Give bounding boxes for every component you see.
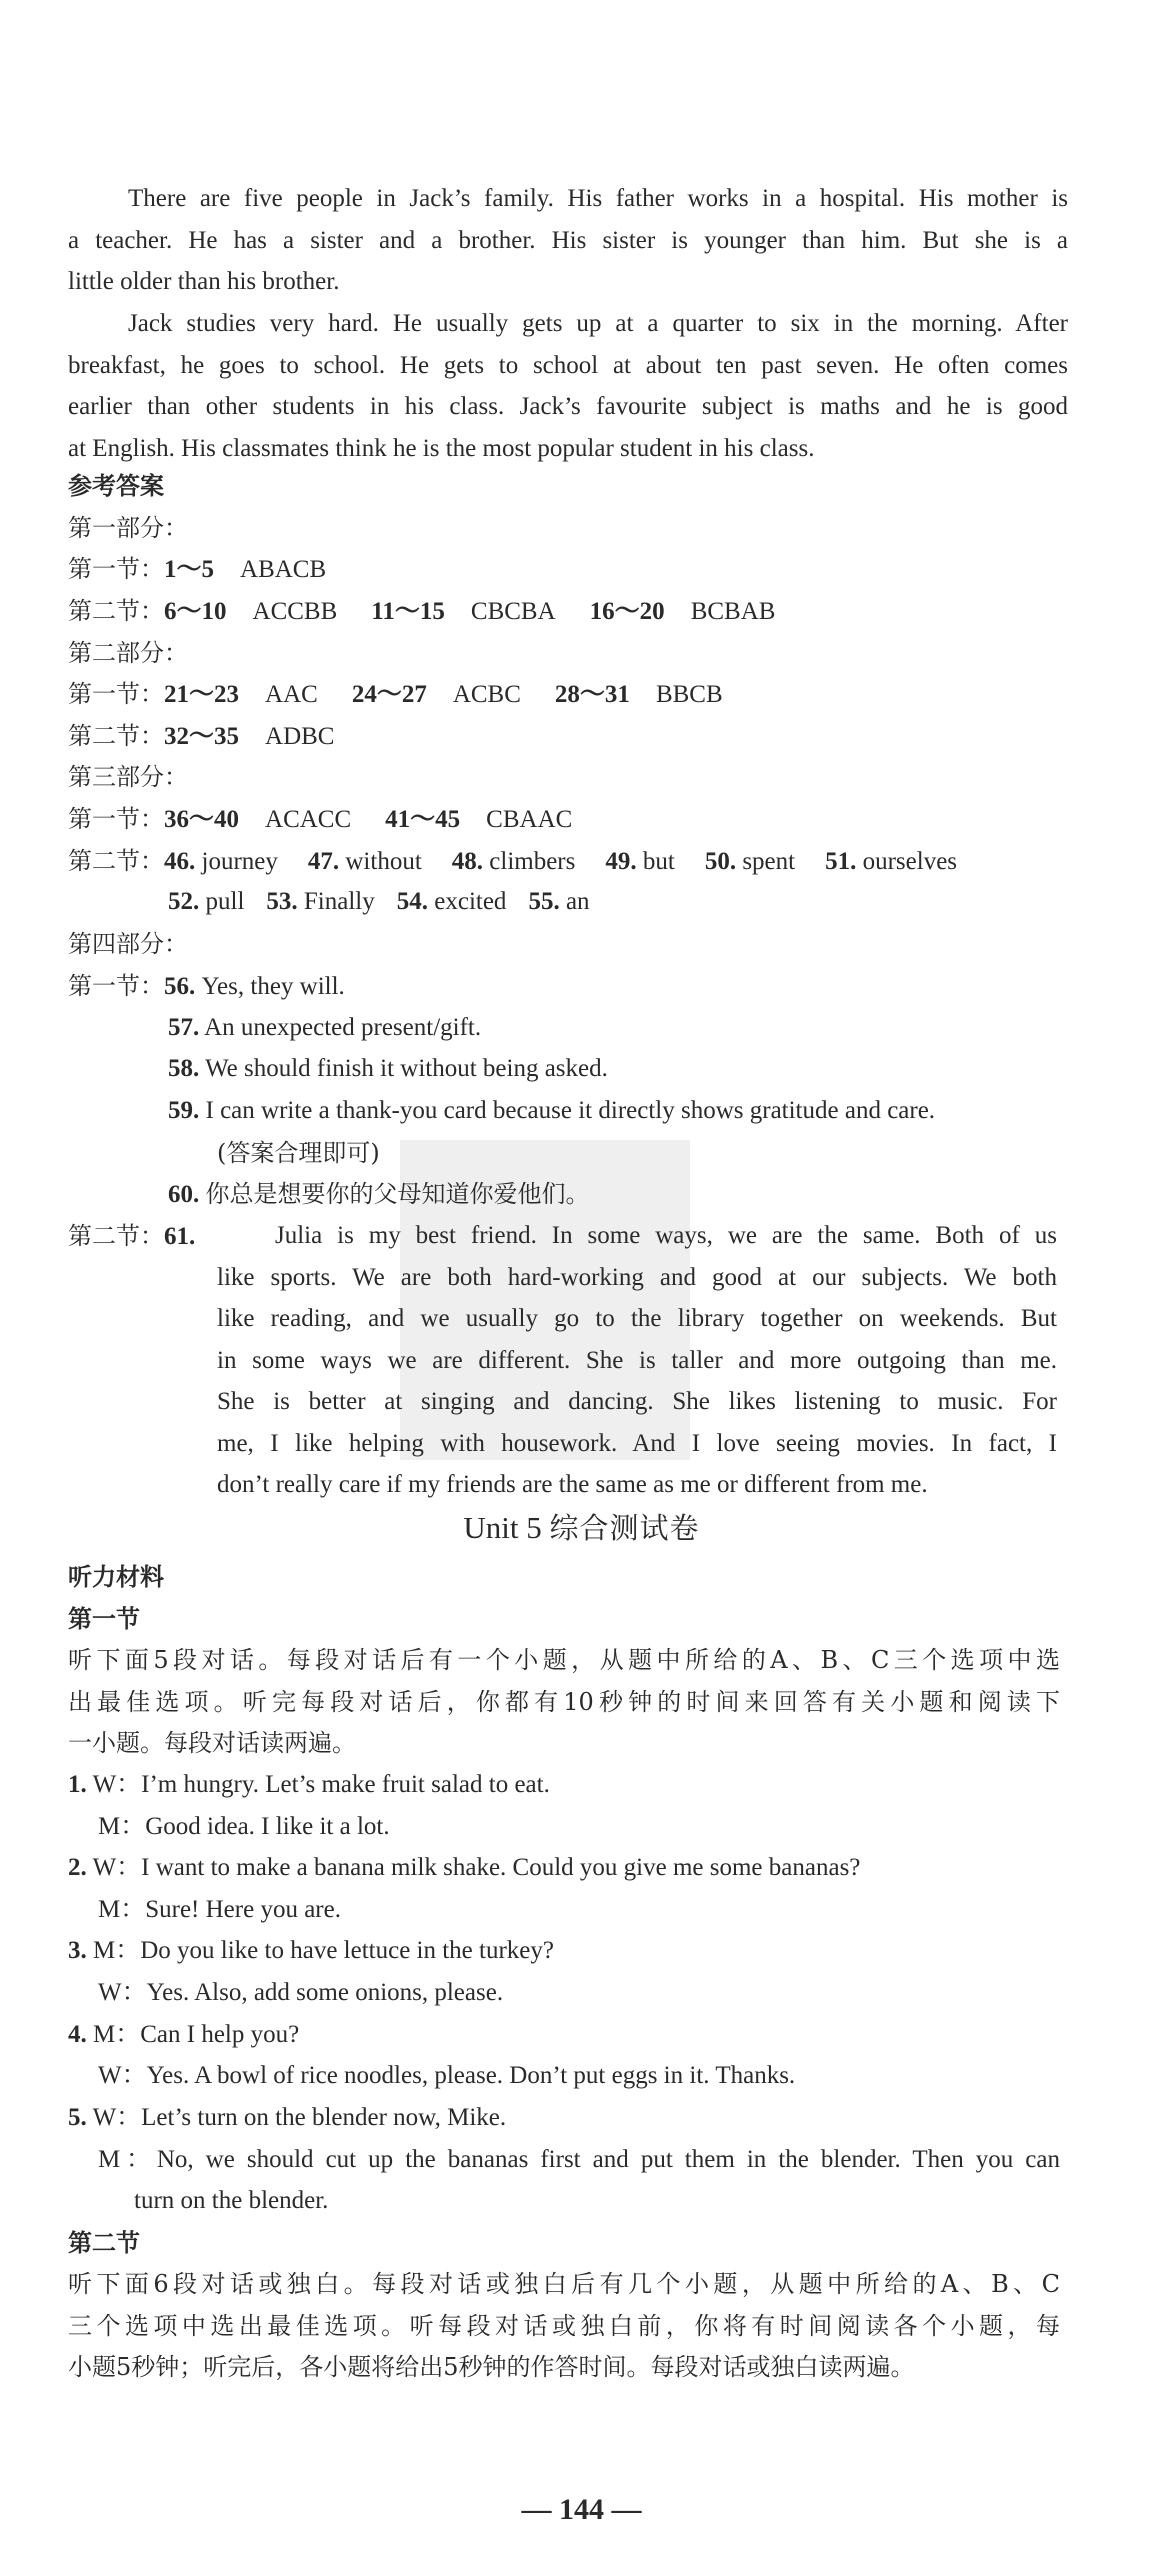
part2-label: 第二部分： [68, 639, 188, 667]
instruction-line: 小题5秒钟；听完后，各小题将给出5秒钟的作答时间。每段对话或独白读两遍。 [68, 2353, 915, 2381]
question-number: 59. [168, 1097, 200, 1124]
dialog-5-line-2: M：No, we should cut up the bananas first and put them in the blender. Then you can [98, 2146, 1060, 2173]
question-number: 46. [164, 848, 196, 875]
dialog-text: W：I want to make a banana milk shake. Could you give me some bananas? [92, 1854, 861, 1881]
part3-section1-answers [68, 802, 572, 837]
question-number: 54. [396, 888, 428, 915]
section2-instructions [68, 2264, 1060, 2389]
answer-word: ourselves [862, 848, 958, 875]
answer-letters: ABACB [240, 556, 327, 583]
answer-word: but [642, 848, 675, 875]
question-range: 28～31 [554, 681, 630, 708]
dialog-5-line-3: turn on the blender. [134, 2187, 329, 2214]
part4-label: 第四部分： [68, 930, 188, 958]
question-number: 55. [528, 888, 560, 915]
section-label: 第二节： [68, 597, 164, 625]
dialog-3-line-1 [68, 1934, 554, 1968]
answer-text: We should finish it without being asked. [205, 1055, 608, 1082]
section-label: 第一节： [68, 805, 164, 833]
part3-label: 第三部分： [68, 763, 188, 791]
answer-word: an [565, 888, 590, 915]
question-range: 24～27 [351, 681, 427, 708]
section-label: 第二节： [68, 722, 164, 750]
answer-word: spent [742, 848, 796, 875]
answer-letters: ADBC [265, 723, 335, 750]
dialog-number: 2. [68, 1854, 87, 1881]
essay-line: me, I like helping with housework. And I love seeing movies. In fact, I [217, 1429, 1057, 1457]
instruction-line: 出最佳选项。听完每段对话后，你都有10秒钟的时间来回答有关小题和阅读下 [68, 1687, 1060, 1716]
section1-instructions [68, 1640, 1060, 1765]
question-range: 11～15 [371, 598, 445, 625]
part3-section2-answers-row1 [68, 844, 957, 879]
part2-section2-answers [68, 719, 334, 754]
q58-answer [168, 1052, 608, 1086]
question-number: 47. [307, 848, 340, 875]
essay-line: She is better at singing and dancing. She likes listening to music. For [217, 1388, 1057, 1415]
part1-section1-answers [68, 552, 326, 587]
q61-essay [217, 1215, 1057, 1506]
instruction-line: 听下面5段对话。每段对话后有一个小题，从题中所给的A、B、C三个选项中选 [68, 1646, 1060, 1674]
part3-section2-answers-row2 [168, 885, 590, 919]
answer-letters: BCBAB [690, 598, 776, 625]
essay-line: like reading, and we usually go to the library together on weekends. But [217, 1305, 1057, 1332]
section-label: 第一节： [68, 972, 164, 1000]
answer-word: Finally [303, 888, 375, 915]
answer-word: without [345, 848, 422, 875]
answer-key-heading: 参考答案 [68, 472, 164, 500]
answer-word: climbers [489, 848, 576, 875]
q59-answer [168, 1094, 935, 1128]
question-number: 60. [168, 1181, 200, 1208]
passage-line: little older than his brother. [68, 268, 340, 295]
answer-text: An unexpected present/gift. [204, 1014, 482, 1041]
question-number: 52. [168, 888, 200, 915]
answer-text: 你总是想要你的父母知道你爱他们。 [205, 1180, 590, 1208]
section-label: 第一节： [68, 680, 164, 708]
passage-line: Jack studies very hard. He usually gets up at a quarter to six in the morning. After [128, 310, 1068, 337]
question-range: 32～35 [164, 723, 240, 750]
dialog-1-line-1 [68, 1768, 550, 1802]
q57-answer [168, 1011, 481, 1045]
unit-title-en: Unit 5 [463, 1510, 542, 1545]
question-number: 51. [825, 848, 857, 875]
question-number: 49. [605, 848, 637, 875]
q56-answer [68, 969, 345, 1004]
question-range: 6～10 [164, 598, 227, 625]
dialog-5-line-1 [68, 2101, 506, 2135]
question-number: 57. [168, 1014, 200, 1041]
page-number: — 144 — [521, 2493, 642, 2526]
answer-letters: ACCBB [252, 598, 338, 625]
dialog-text: M：Can I help you? [93, 2021, 300, 2048]
question-range: 16～20 [589, 598, 665, 625]
essay-line: don’t really care if my friends are the same as me or different from me. [217, 1471, 928, 1498]
passage-line: earlier than other students in his class. Jack’s favourite subject is maths and he is good [68, 393, 1068, 420]
dialog-4-line-2: W：Yes. A bowl of rice noodles, please. Don’t put eggs in it. Thanks. [98, 2062, 796, 2089]
answer-text: Yes, they will. [201, 973, 345, 1000]
answer-word: journey [201, 848, 278, 875]
question-number: 50. [704, 848, 737, 875]
q61-label [68, 1219, 195, 1254]
dialog-number: 5. [68, 2104, 87, 2131]
answer-word: excited [434, 888, 507, 915]
answer-letters: AAC [265, 681, 318, 708]
instruction-line: 三个选项中选出最佳选项。听每段对话或独白前，你将有时间阅读各个小题，每 [68, 2311, 1060, 2340]
listening-heading: 听力材料 [68, 1563, 164, 1591]
listening-section1-heading: 第一节 [68, 1605, 140, 1633]
q60-answer [168, 1177, 590, 1212]
question-number: 48. [451, 848, 484, 875]
answer-letters: ACBC [452, 681, 521, 708]
answer-letters: CBAAC [486, 806, 573, 833]
essay-line: in some ways we are different. She is taller and more outgoing than me. [217, 1346, 1057, 1374]
question-range: 41～45 [385, 806, 461, 833]
passage-line: breakfast, he goes to school. He gets to school at about ten past seven. He often comes [68, 351, 1068, 379]
essay-line: Julia is my best friend. In some ways, we are the same. Both of us [275, 1222, 1057, 1249]
passage-line: a teacher. He has a sister and a brother. His sister is younger than him. But she is a [68, 226, 1068, 254]
answer-text: I can write a thank-you card because it directly shows gratitude and care. [205, 1097, 936, 1124]
essay-line: like sports. We are both hard-working and good at our subjects. We both [217, 1263, 1057, 1291]
question-number: 53. [266, 888, 298, 915]
instruction-line: 一小题。每段对话读两遍。 [68, 1729, 356, 1757]
dialog-2-line-1 [68, 1851, 860, 1885]
dialog-number: 1. [68, 1771, 87, 1798]
passage-line: at English. His classmates think he is the most popular student in his class. [68, 434, 815, 462]
passage-paragraph-1 [68, 178, 1068, 303]
part1-section2-answers [68, 594, 775, 629]
dialog-3-line-2: W：Yes. Also, add some onions, please. [98, 1979, 504, 2006]
answer-letters: CBCBA [470, 598, 556, 625]
dialog-number: 4. [68, 2021, 87, 2048]
answer-letters: ACACC [265, 806, 352, 833]
section-label: 第一节： [68, 555, 164, 583]
passage-paragraph-2 [68, 303, 1068, 469]
question-range: 1～5 [164, 556, 215, 583]
unit-title [0, 1508, 1163, 1548]
answer-letters: BBCB [655, 681, 723, 708]
unit-title-cn: 综合测试卷 [549, 1511, 700, 1545]
dialog-text: M：Do you like to have lettuce in the turkey? [93, 1937, 554, 1964]
dialog-4-line-1 [68, 2018, 299, 2052]
answer-word: pull [205, 888, 245, 915]
instruction-line: 听下面6段对话或独白。每段对话或独白后有几个小题，从题中所给的A、B、C [68, 2270, 1060, 2298]
question-number: 61. [164, 1223, 196, 1250]
question-number: 58. [168, 1055, 200, 1082]
q59-note: (答案合理即可) [217, 1139, 380, 1167]
section-label: 第二节： [68, 847, 164, 875]
passage-line: There are five people in Jack’s family. His father works in a hospital. His mother is [128, 185, 1068, 212]
dialog-2-line-2: M：Sure! Here you are. [98, 1896, 341, 1923]
question-number: 56. [164, 973, 196, 1000]
question-range: 36～40 [164, 806, 240, 833]
part1-label: 第一部分： [68, 514, 188, 542]
section-label: 第二节： [68, 1222, 164, 1250]
dialog-text: W：I’m hungry. Let’s make fruit salad to eat. [92, 1771, 550, 1798]
listening-section2-heading: 第二节 [68, 2229, 140, 2257]
dialog-1-line-2: M：Good idea. I like it a lot. [98, 1813, 390, 1840]
dialog-number: 3. [68, 1937, 87, 1964]
dialog-text: W：Let’s turn on the blender now, Mike. [92, 2104, 507, 2131]
question-range: 21～23 [164, 681, 240, 708]
part2-section1-answers [68, 677, 723, 712]
